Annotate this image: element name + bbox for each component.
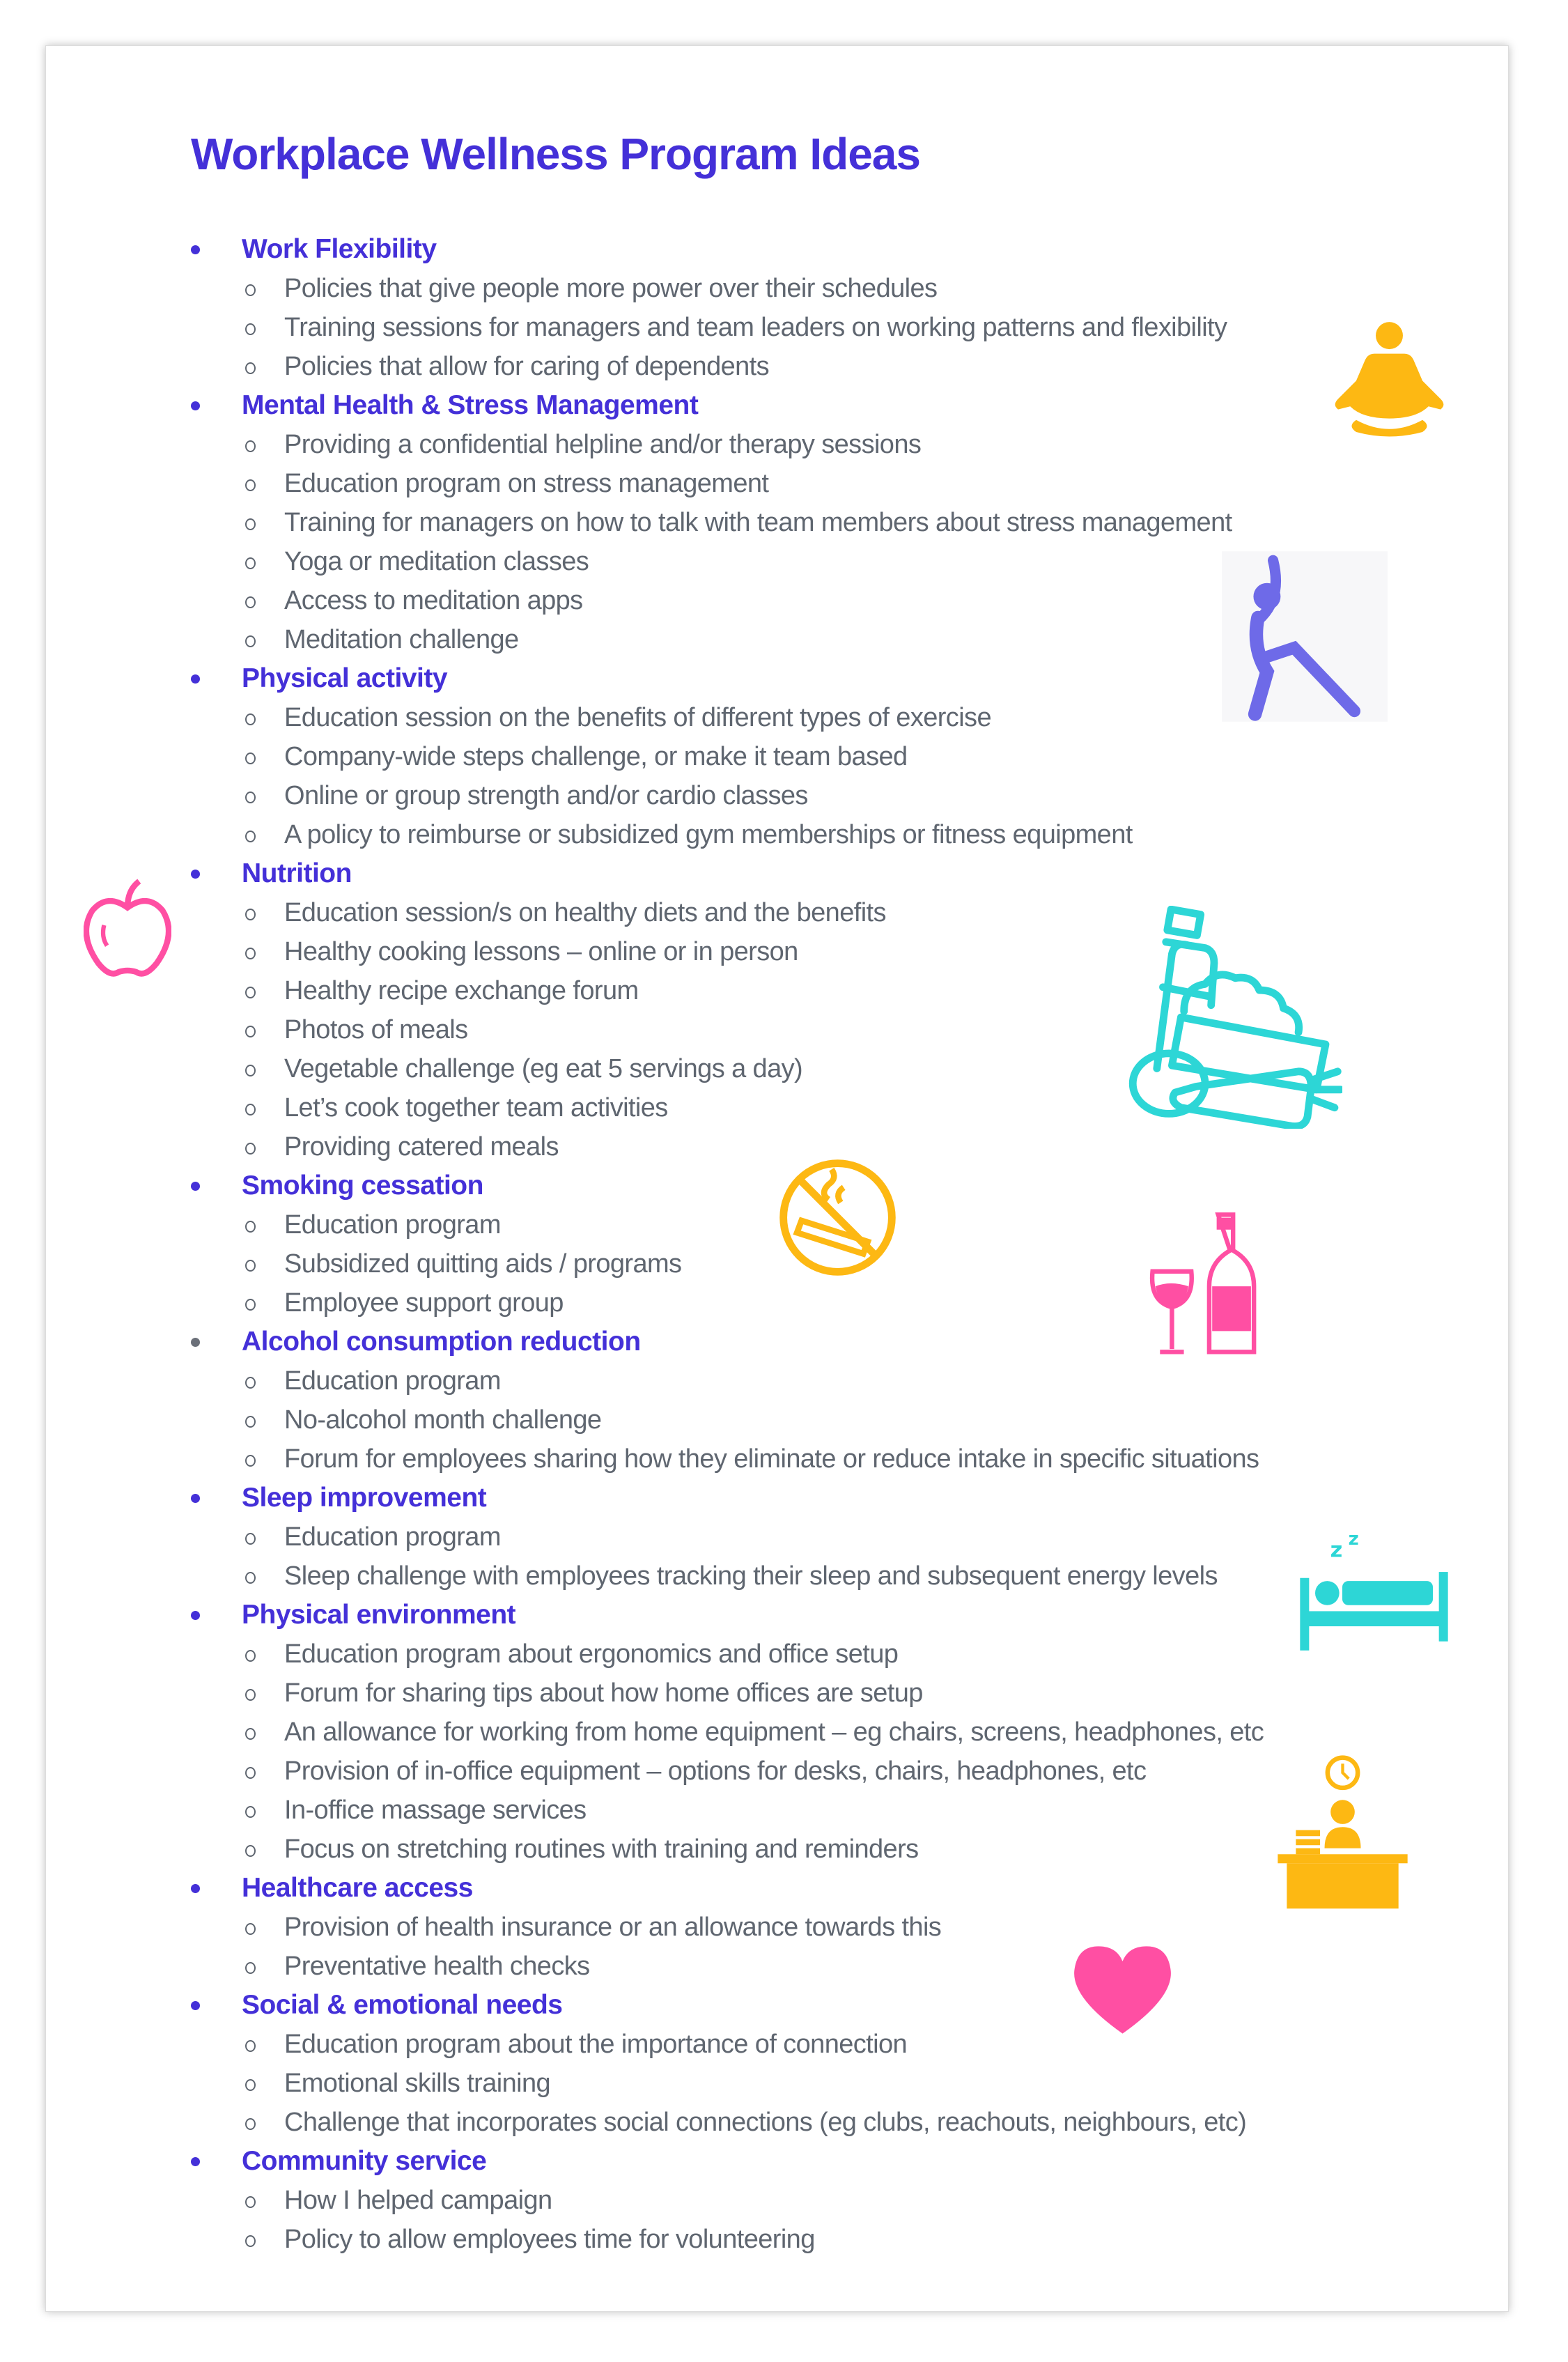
list-item-text: Forum for sharing tips about how home offices are setup (284, 1678, 923, 1708)
sub-bullet-icon (245, 1026, 256, 1037)
sub-bullet-icon (245, 1533, 256, 1545)
list-item-text: In-office massage services (284, 1796, 587, 1825)
list-item-text: Focus on stretching routines with training and reminders (284, 1835, 919, 1864)
list-item-text: Provision of in-office equipment – options for desks, chairs, headphones, etc (284, 1757, 1147, 1786)
list-item (46, 464, 1508, 503)
sub-bullet-icon (245, 1962, 256, 1974)
list-item (46, 308, 1508, 347)
list-item-text: Challenge that incorporates social connections (eg clubs, reachouts, neighbours, etc) (284, 2108, 1247, 2137)
sub-bullet-icon (245, 1572, 256, 1584)
sub-bullet-icon (245, 1728, 256, 1740)
list-item (46, 2220, 1508, 2259)
list-item-text: Employee support group (284, 1288, 564, 1318)
list-item-text: Healthy recipe exchange forum (284, 976, 639, 1005)
list-item-text: Education session on the benefits of different types of exercise (284, 703, 991, 732)
list-item (46, 815, 1508, 854)
list-item-text: Providing catered meals (284, 1132, 559, 1161)
list-item-text: Vegetable challenge (eg eat 5 servings a day) (284, 1054, 803, 1083)
list-item (46, 269, 1508, 308)
list-item-text: Education program about the importance of connection (284, 2030, 908, 2059)
wine-icon (1147, 1212, 1263, 1358)
list-item-text: Photos of meals (284, 1015, 468, 1044)
list-item-text: Education program (284, 1522, 501, 1552)
apple-icon (84, 875, 171, 981)
list-item-text: No-alcohol month challenge (284, 1405, 602, 1435)
list-item (46, 425, 1508, 464)
sub-bullet-icon (245, 1143, 256, 1155)
sub-bullet-icon (245, 479, 256, 491)
section-heading: Healthcare access (242, 1873, 473, 1903)
bullet-icon (191, 401, 200, 410)
sub-bullet-icon (245, 2079, 256, 2091)
sub-bullet-icon (245, 2118, 256, 2130)
list-item (46, 1518, 1508, 1557)
list-item-text: Policies that allow for caring of dependents (284, 352, 770, 381)
list-item-text: Access to meditation apps (284, 586, 583, 615)
sub-bullet-icon (245, 323, 256, 335)
section-heading: Smoking cessation (242, 1171, 483, 1201)
sub-bullet-icon (245, 909, 256, 920)
sub-bullet-icon (245, 284, 256, 296)
section-heading-line (46, 1322, 1508, 1361)
list-item-text: Education program on stress management (284, 469, 769, 498)
section-heading: Work Flexibility (242, 234, 437, 264)
list-item (46, 1439, 1508, 1479)
list-item-text: Healthy cooking lessons – online or in person (284, 937, 798, 966)
sub-bullet-icon (245, 1416, 256, 1428)
document-page (45, 45, 1509, 2312)
list-item-text: Company-wide steps challenge, or make it team based (284, 742, 908, 771)
list-item-text: Education program (284, 1366, 501, 1396)
sub-bullet-icon (245, 1767, 256, 1779)
section-heading: Physical activity (242, 663, 448, 693)
list-item-text: Let’s cook together team activities (284, 1093, 668, 1122)
list-item-text: A policy to reimburse or subsidized gym memberships or fitness equipment (284, 820, 1133, 849)
bullet-icon (191, 1611, 200, 1620)
svg-text:z: z (1348, 1529, 1359, 1550)
groceries-icon (1124, 906, 1342, 1129)
office-desk-icon (1275, 1754, 1411, 1913)
list-item-text: Training sessions for managers and team leaders on working patterns and flexibility (284, 313, 1227, 342)
section-heading-line (46, 854, 1508, 893)
list-item (46, 347, 1508, 386)
bullet-icon (191, 870, 200, 879)
sub-bullet-icon (245, 1221, 256, 1233)
no-smoking-icon (777, 1157, 898, 1278)
list-item (46, 1674, 1508, 1713)
list-item-text: Training for managers on how to talk with team members about stress management (284, 508, 1232, 537)
list-item-text: Education program (284, 1210, 501, 1240)
sub-bullet-icon (245, 1689, 256, 1701)
sub-bullet-icon (245, 2040, 256, 2052)
list-item (46, 1908, 1508, 1947)
list-item-text: Policies that give people more power over their schedules (284, 274, 938, 303)
section-heading-line (46, 386, 1508, 425)
list-item-text: Forum for employees sharing how they eliminate or reduce intake in specific situations (284, 1444, 1259, 1474)
section-heading: Alcohol consumption reduction (242, 1327, 641, 1357)
list-item-text: Education program about ergonomics and office setup (284, 1639, 899, 1669)
meditation-icon (1328, 321, 1451, 441)
list-item (46, 1283, 1508, 1322)
list-item-text: Providing a confidential helpline and/or therapy sessions (284, 430, 922, 459)
sub-bullet-icon (245, 2235, 256, 2247)
list-item (46, 2103, 1508, 2142)
sub-bullet-icon (245, 2196, 256, 2208)
list-item-text: Preventative health checks (284, 1952, 590, 1981)
list-item (46, 1361, 1508, 1400)
section-heading: Physical environment (242, 1600, 516, 1630)
bullet-icon (191, 245, 200, 254)
list-item (46, 2181, 1508, 2220)
bullet-icon (191, 1182, 200, 1191)
section-heading-line (46, 1986, 1508, 2025)
list-item-text: Policy to allow employees time for volunteering (284, 2225, 815, 2254)
list-item-text: Provision of health insurance or an allowance towards this (284, 1913, 942, 1942)
list-item (46, 1713, 1508, 1752)
bullet-icon (191, 1884, 200, 1893)
sub-bullet-icon (245, 557, 256, 569)
sub-bullet-icon (245, 518, 256, 530)
sub-bullet-icon (245, 1377, 256, 1389)
list-item (46, 1400, 1508, 1439)
stretching-person-icon (1222, 551, 1388, 722)
list-item-text: Sleep challenge with employees tracking their sleep and subsequent energy levels (284, 1561, 1218, 1591)
sub-bullet-icon (245, 713, 256, 725)
list-item (46, 737, 1508, 776)
bullet-icon (191, 2001, 200, 2010)
list-item (46, 1947, 1508, 1986)
list-item-text: Emotional skills training (284, 2069, 551, 2098)
sub-bullet-icon (245, 752, 256, 764)
section-heading: Community service (242, 2146, 487, 2176)
section-heading: Nutrition (242, 858, 352, 888)
sub-bullet-icon (245, 635, 256, 647)
bullet-icon (191, 1338, 200, 1347)
list-item-text: Meditation challenge (284, 625, 519, 654)
bullet-icon (191, 674, 200, 684)
list-item-text: Online or group strength and/or cardio classes (284, 781, 808, 810)
sub-bullet-icon (245, 948, 256, 959)
list-item (46, 2025, 1508, 2064)
bullet-icon (191, 2157, 200, 2166)
section-heading-line (46, 1596, 1508, 1635)
section-heading: Sleep improvement (242, 1483, 487, 1513)
sub-bullet-icon (245, 1065, 256, 1076)
heart-icon (1071, 1943, 1174, 2037)
list-item (46, 1557, 1508, 1596)
list-item-text: An allowance for working from home equipment – eg chairs, screens, headphones, etc (284, 1718, 1264, 1747)
sub-bullet-icon (245, 1299, 256, 1311)
sub-bullet-icon (245, 1923, 256, 1935)
sub-bullet-icon (245, 1104, 256, 1116)
sub-bullet-icon (245, 831, 256, 842)
section-heading: Social & emotional needs (242, 1990, 563, 2020)
sub-bullet-icon (245, 987, 256, 998)
sub-bullet-icon (245, 440, 256, 452)
list-item-text: How I helped campaign (284, 2186, 552, 2215)
section-heading-line (46, 2142, 1508, 2181)
section-heading-line (46, 1479, 1508, 1518)
list-item-text: Education session/s on healthy diets and the benefits (284, 898, 886, 927)
sub-bullet-icon (245, 792, 256, 803)
sub-bullet-icon (245, 1260, 256, 1272)
sub-bullet-icon (245, 1455, 256, 1467)
sub-bullet-icon (245, 362, 256, 374)
sub-bullet-icon (245, 1806, 256, 1818)
list-item-text: Yoga or meditation classes (284, 547, 589, 576)
section-heading: Mental Health & Stress Management (242, 390, 699, 420)
list-item (46, 776, 1508, 815)
sub-bullet-icon (245, 1845, 256, 1857)
page-title: Workplace Wellness Program Ideas (191, 129, 920, 179)
list-item (46, 1635, 1508, 1674)
svg-text:z: z (1330, 1538, 1343, 1563)
sub-bullet-icon (245, 596, 256, 608)
section-heading-line (46, 230, 1508, 269)
sleeping-bed-icon (1297, 1527, 1451, 1652)
list-item (46, 2064, 1508, 2103)
list-item-text: Subsidized quitting aids / programs (284, 1249, 682, 1279)
list-item (46, 503, 1508, 542)
bullet-icon (191, 1494, 200, 1503)
sub-bullet-icon (245, 1650, 256, 1662)
